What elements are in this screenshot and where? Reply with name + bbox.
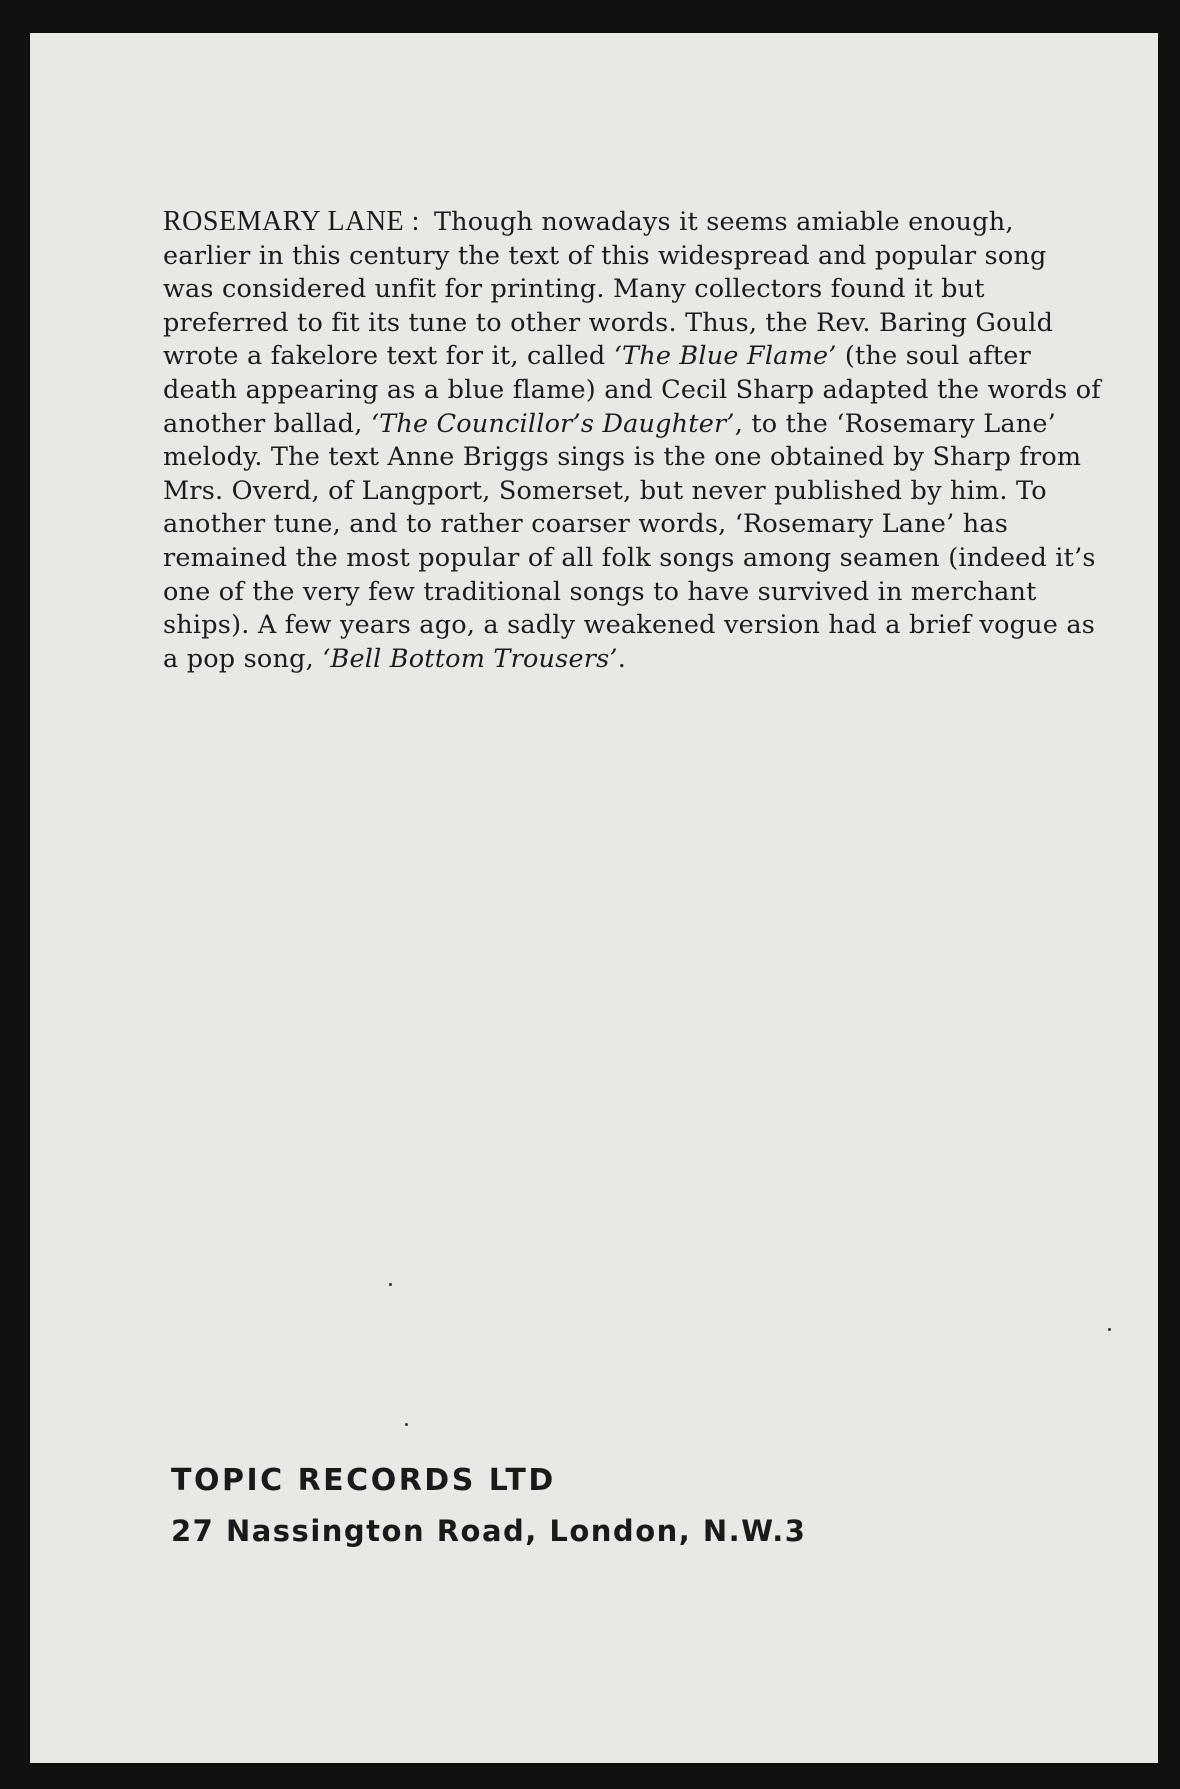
paper-speck <box>405 1423 408 1426</box>
note-title-councillors-daughter: ‘The Councillor’s Daughter’ <box>370 408 735 439</box>
note-title-bell-bottom-trousers: ‘Bell Bottom Trousers’ <box>322 643 618 674</box>
song-heading: ROSEMARY LANE : <box>163 206 420 237</box>
paper-speck <box>1108 1328 1111 1331</box>
sleeve-card <box>30 33 1158 1763</box>
paper-speck <box>389 1283 392 1286</box>
note-text-4: . <box>617 643 627 674</box>
note-text-3: , to the ‘Rosemary Lane’ melody. The text Anne Briggs sings is the one obtained by Sharp from Mrs. Overd, of Langport, Somerset, but never published by him. To another tune, and to rather coarser words, ‘Rosemary Lane’ has remained the most popular of all folk songs among seamen (indeed it’s one of the very few traditional songs to have survived in merchant ships). A few years ago, a sadly weakened version had a brief vogue as a pop song, <box>163 408 1096 674</box>
publisher-block <box>171 1456 806 1556</box>
publisher-name: TOPIC RECORDS LTD <box>171 1463 556 1498</box>
note-text-2: (the soul after death appearing as a blue flame) and Cecil Sharp adapted the words of another ballad, <box>163 341 1101 439</box>
note-title-blue-flame: ‘The Blue Flame’ <box>613 341 837 372</box>
note-text-1: Though nowadays it seems amiable enough, earlier in this century the text of this widespread and popular song was considered unfit for printing. Many collectors found it but preferred to fit its tune to other words. Thus, the Rev. Baring Gould wrote a fakelore text for it, called <box>163 207 1054 372</box>
publisher-address: 27 Nassington Road, London, N.W.3 <box>171 1514 807 1548</box>
sleeve-note-paragraph <box>163 205 1103 676</box>
